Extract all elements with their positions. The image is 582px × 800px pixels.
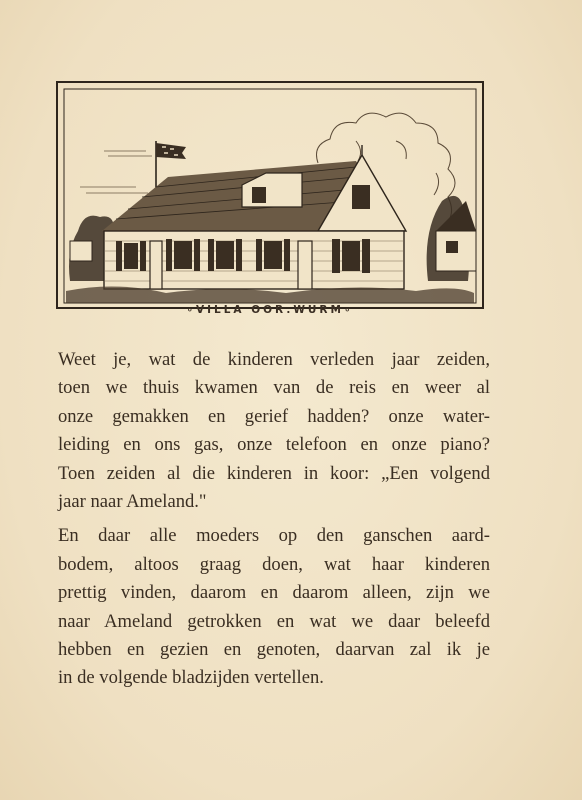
text-line: onze gemakken en gerief hadden? onze water- bbox=[58, 405, 490, 427]
body-text bbox=[58, 346, 490, 693]
text-line: Toen zeiden al die kinderen in koor: „Een volgend bbox=[58, 462, 490, 484]
text-line: toen we thuis kwamen van de reis en weer al bbox=[58, 377, 490, 399]
text-line: jaar naar Ameland." bbox=[58, 491, 207, 513]
text-line: leiding en ons gas, onze telefoon en onze piano? bbox=[58, 434, 490, 456]
text-line: naar Ameland getrokken en wat we daar beleefd bbox=[58, 610, 490, 632]
illustration-caption: ∘VILLA OOR.WURM∘ bbox=[186, 304, 354, 316]
house-illustration bbox=[56, 81, 484, 316]
paragraph-1 bbox=[58, 346, 490, 516]
text-line: prettig vinden, daarom en daarom alleen, zijn we bbox=[58, 582, 490, 604]
text-line: En daar alle moeders op den ganschen aard- bbox=[58, 525, 490, 547]
text-line: bodem, altoos graag doen, wat haar kinderen bbox=[58, 553, 490, 575]
paragraph-2 bbox=[58, 522, 490, 692]
text-line: hebben en gezien en genoten, daarvan zal ik je bbox=[58, 639, 490, 661]
text-line: in de volgende bladzijden vertellen. bbox=[58, 667, 324, 689]
text-line: Weet je, wat de kinderen verleden jaar zeiden, bbox=[58, 349, 490, 370]
